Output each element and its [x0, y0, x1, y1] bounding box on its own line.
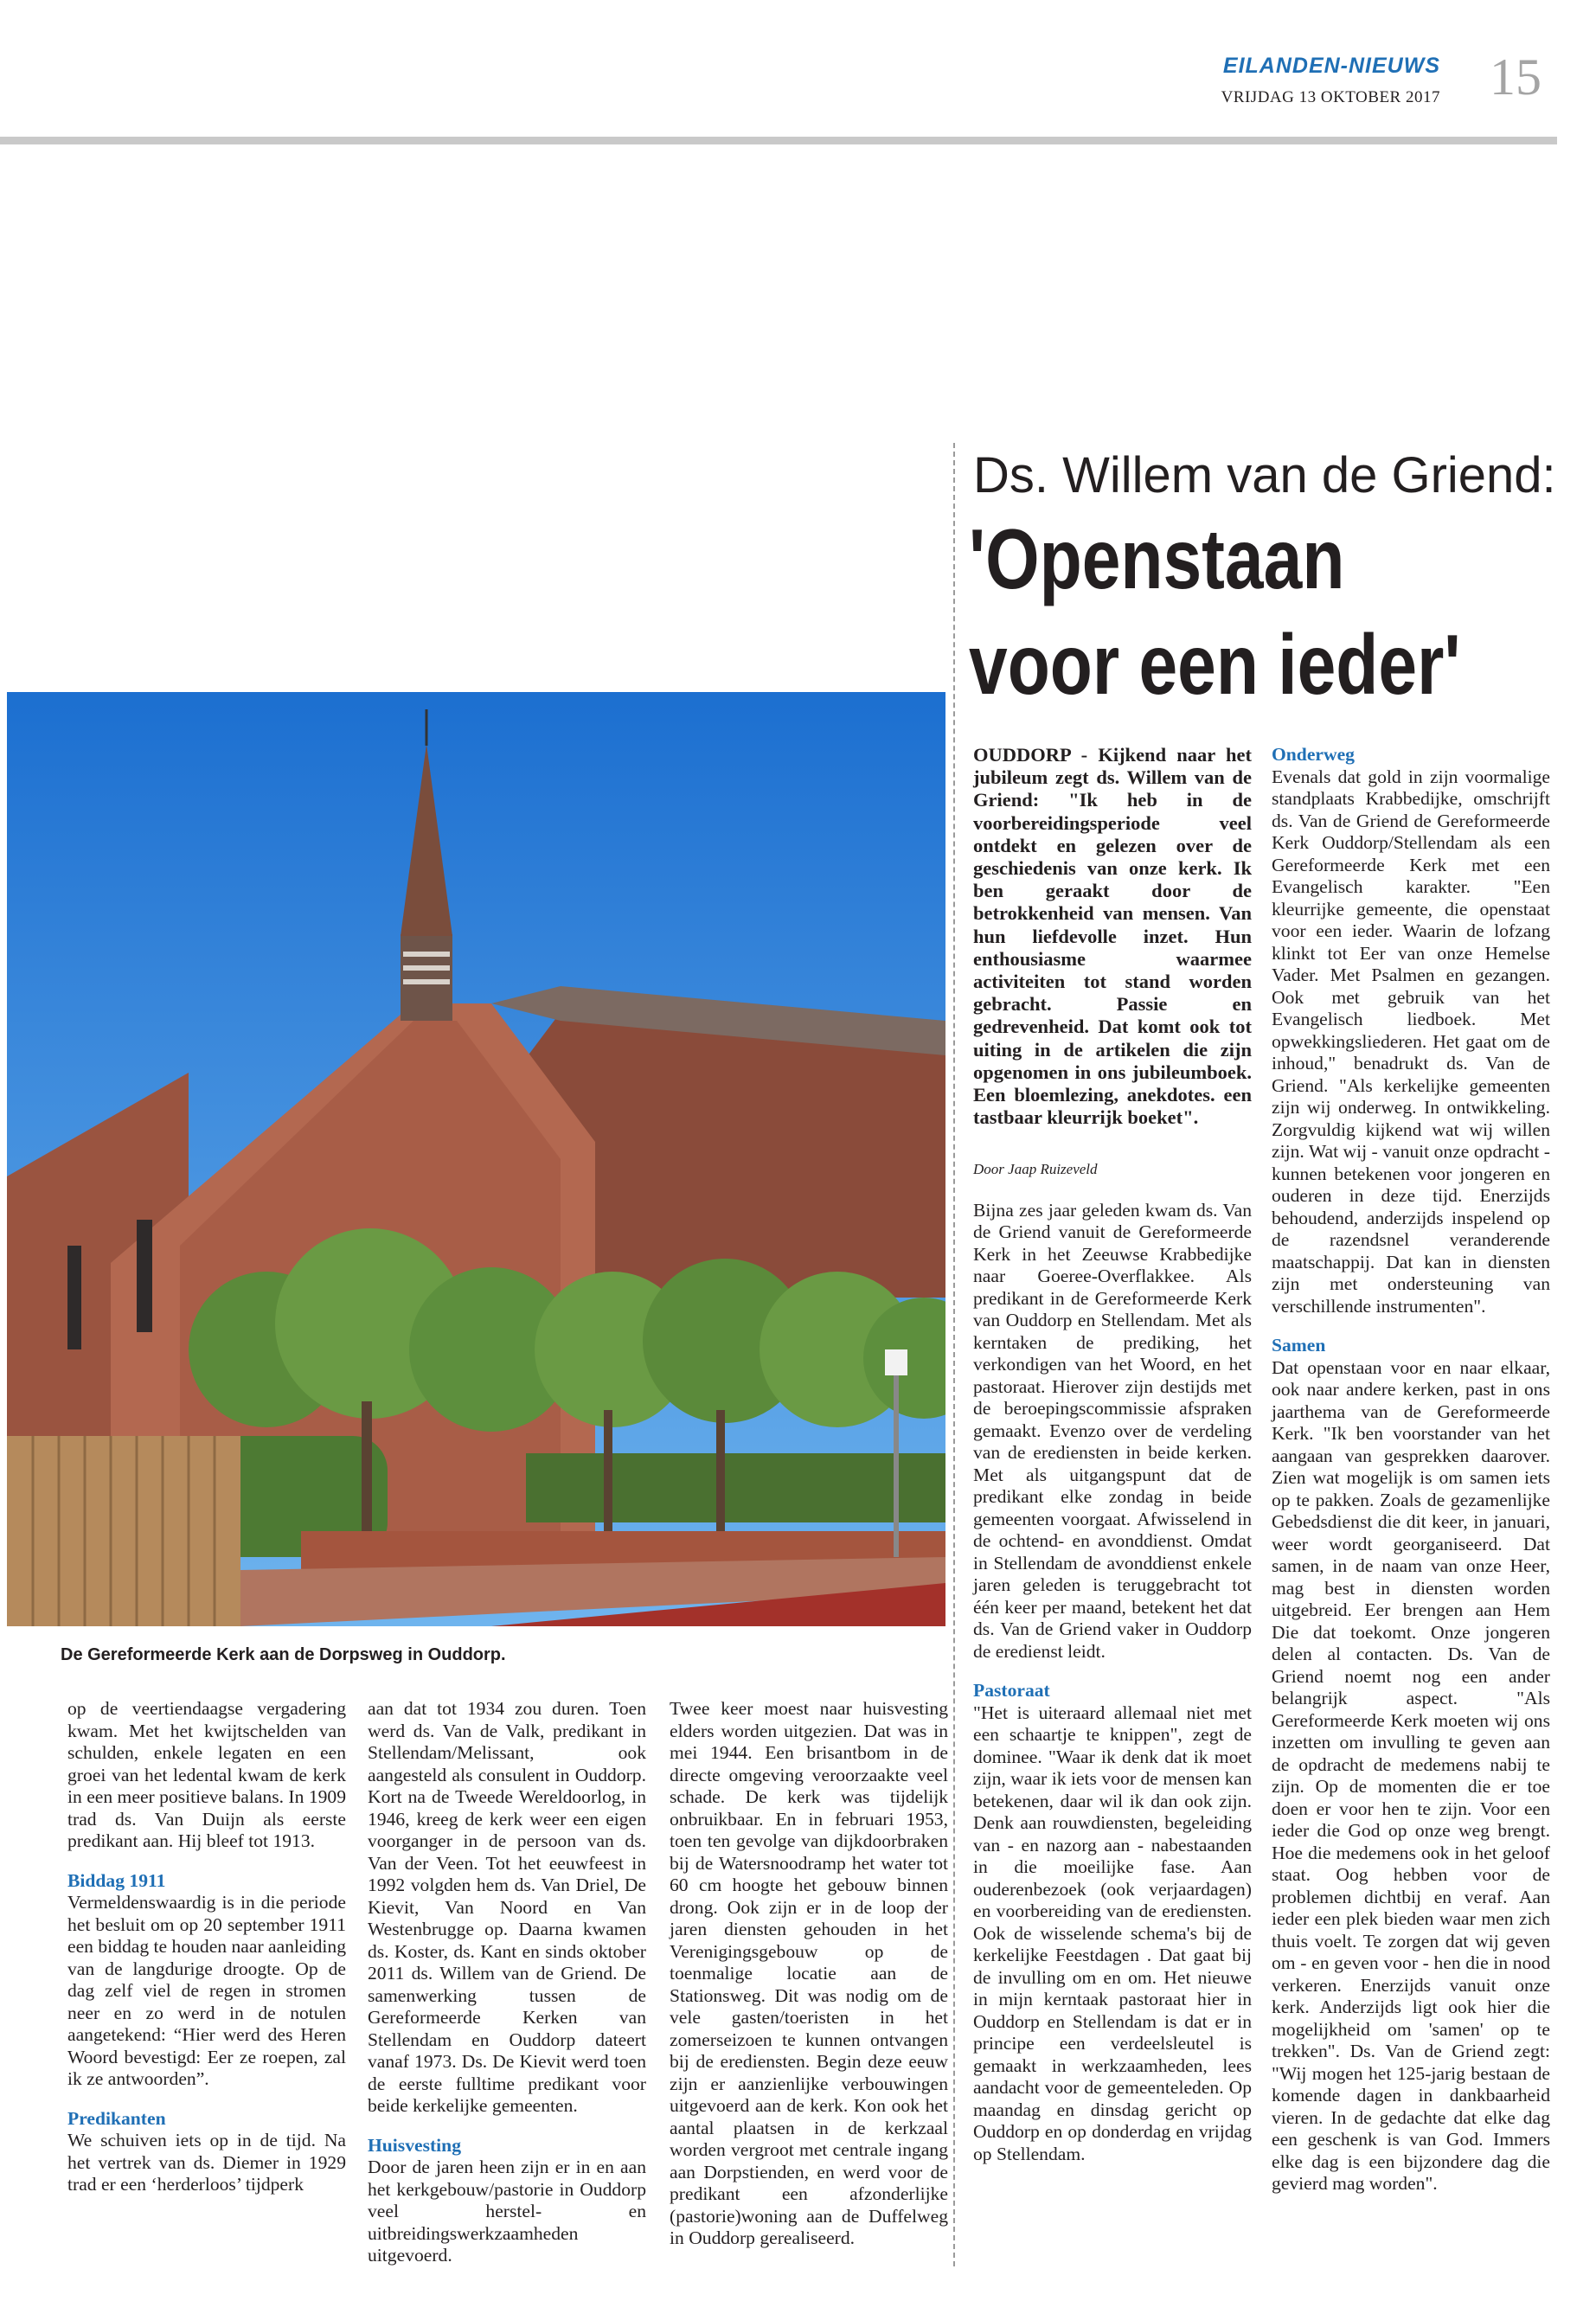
paragraph: Vermeldenswaardig is in die periode het besluit om op 20 september 1911 een biddag te houden naar aanleiding van de langdurige droogte. Op de dag zelf viel de regen in stromen neer en zo werd in de notulen aangetekend: “Hier werd des Heren Woord bevestigd: Eer ze roepen, zal ik ze antwoorden”.	[67, 1892, 346, 2089]
headline-line-1: 'Openstaan	[969, 511, 1345, 606]
paragraph: Dat openstaan voor en naar elkaar, ook naar andere kerken, past in ons jaarthema van de Gereformeerde Kerk. "Ik ben voorstander van het aangaan van gesprekken daarover. Zien wat mogelijk is om samen iets op te pakken. Zoals de gezamenlijke Gebedsdienst die dit keer, in januari, weer wordt georganiseerd. Dat samen, in de naam van onze Heer, mag best in diensten worden uitgebreid. Eer brengen aan Hem Die dat toekomt. Onze jongeren delen al contacten. Ds. Van de Griend noemt nog een ander belangrijk aspect. "Als Gereformeerde Kerk moeten wij ons inzetten om invulling te geven aan de opdracht de medemens nabij te zijn. Op de momenten die er toe doen er voor hen te zijn. Voor een ieder die God op onze weg brengt. Hoe die medemens ook in het geloof staat. Oog hebben voor de problemen dichtbij en veraf. Aan ieder een plek bieden waar men zich thuis voelt. Te zorgen dat wij geven om - en geven voor - hen die in nood verkeren. Enerzijds vanuit onze kerk. Anderzijds ligt ook hier die mogelijkheid om 'samen' op te trekken". Ds. Van de Griend zegt: "Wij mogen het 125-jarig bestaan de komende dagen in dankbaarheid vieren. In de gedachte dat elke dag een geschenk is van God. Immers elke dag is een bijzondere dag die gevierd mag worden".	[1272, 1356, 1550, 2194]
church-photo	[7, 692, 945, 1626]
paragraph: "Het is uiteraard allemaal niet met een schaartje te knippen", zegt de dominee. "Waar ik denk dat ik moet zijn, waar ik iets voor de mensen kan betekenen, daar wil ik dan ook zijn. Denk aan rouwdiensten, begeleiding van - en nazorg aan - nabestaanden in die moeilijke fase. Aan ouderenbezoek (ook verjaardagen) en voorbereiding van de erediensten. Ook de wisselende schema's bij de kerkelijke Feestdagen . Dat gaat bij de invulling om en om. Het nieuwe in mijn kerntaak pastoraat hier in Ouddorp en Stellendam is dat er in principe een verdeelsleutel is gemaakt in werkzaamheden, lees aandacht voor de gemeenteleden. Op maandag en dinsdag gericht op Ouddorp en op donderdag en vrijdag op Stellendam.	[973, 1702, 1252, 2164]
paper-name: EILANDEN-NIEUWS	[1222, 54, 1440, 78]
article-kicker: Ds. Willem van de Griend:	[973, 447, 1556, 503]
church-illustration	[7, 692, 945, 1626]
subheading-pastoraat: Pastoraat	[973, 1680, 1050, 1702]
paragraph: Evenals dat gold in zijn voormalige standplaats Krabbedijke, omschrijft ds. Van de Griend de Gereformeerde Kerk Ouddorp/Stellendam als een Gereformeerde Kerk met een Evangelisch karakter. "Een kleurrijke gemeente, die openstaat voor een ieder. Waarin de lofzang klinkt tot Eer van onze Hemelse Vader. Met Psalmen en gezangen. Ook met gebruik van het Evangelisch liedboek. Met opwekkingsliederen. Het gaat om de inhoud," benadrukt ds. Van de Griend. "Als kerkelijke gemeenten zijn wij onderweg. In ontwikkeling. Zorgvuldig kijkend wat wij willen zijn. Wat wij - vanuit onze opdracht - kunnen betekenen voor jongeren en ouderen in deze tijd. Enerzijds behoudend, anderzijds inspelend op de razendsnel veranderende maatschappij. Dat kan in diensten zijn met ondersteuning van verschillende instrumenten".	[1272, 766, 1550, 1317]
text-column-1	[67, 1698, 346, 2196]
paragraph: Twee keer moest naar huisvesting elders worden uitgezien. Dat was in mei 1944. Een brisantbom in de directe omgeving veroorzaakte veel schade. De kerk was tijdelijk onbruikbaar. En in februari 1953, toen ten gevolge van dijkdoorbraken bij de Watersnoodramp het water tot 60 cm hoogte het gebouw binnen drong. Ook zijn er in de loop der jaren diensten gehouden in het Verenigingsgebouw op de toenmalige locatie aan de Stationsweg. Dit was nodig om de vele gasten/toeristen in het zomerseizoen te kunnen ontvangen bij de erediensten. Begin deze eeuw zijn er aanzienlijke verbouwingen uitgevoerd aan de kerk. Kon ook het aantal plaatsen in de kerkzaal worden vergroot met centrale ingang aan Dorpstienden, en werd voor de predikant een afzonderlijke (pastorie)woning aan de Duffelweg in Ouddorp gerealiseerd.	[670, 1698, 948, 2248]
paragraph: Bijna zes jaar geleden kwam ds. Van de Griend vanuit de Gereformeerde Kerk in het Zeeuwse Krabbedijke naar Goeree-Overflakkee. Als predikant in de Gereformeerde Kerk van Ouddorp en Stellendam. Met als kerntaken de prediking, het verkondigen van het Woord, en het pastoraat. Hierover zijn destijds met de beroepingscommissie afspraken gemaakt. Evenzo over de verdeling van de erediensten in beide kerken. Met als uitgangspunt dat de predikant elke zondag in beide gemeenten voorgaat. Afwisselend in de ochtend- en avonddienst. Omdat in Stellendam de avonddienst enkele jaren geleden is teruggebracht tot één keer per maand, betekent het dat ds. Van de Griend vaker in Ouddorp de eredienst leidt.	[973, 1199, 1252, 1662]
paragraph: We schuiven iets op in de tijd. Na het vertrek van ds. Diemer in 1929 trad er een ‘herderloos’ tijdperk	[67, 2130, 346, 2195]
byline: Door Jaap Ruizeveld	[973, 1161, 1098, 1178]
issue-date: VRIJDAG 13 OKTOBER 2017	[1221, 88, 1440, 106]
header-rule	[0, 137, 1557, 144]
page-number: 15	[1490, 48, 1542, 106]
subheading-onderweg: Onderweg	[1272, 744, 1355, 765]
headline-line-2: voor een ieder'	[969, 617, 1461, 712]
column-separator	[953, 443, 955, 2266]
subheading-predikanten: Predikanten	[67, 2107, 166, 2129]
text-column-3	[670, 1698, 948, 2250]
paragraph: aan dat tot 1934 zou duren. Toen werd ds. Van de Valk, predikant in Stellendam/Melissant, ook aangesteld als consulent in Ouddorp. Kort na de Tweede Wereldoorlog, in 1946, kreeg de kerk weer een eigen voorganger in de persoon van ds. Van der Veen. Tot het eeuwfeest in 1992 volgden hem ds. Van Driel, De Kievit, Van Noord en Van Westenbrugge op. Daarna kwamen ds. Koster, ds. Kant en sinds oktober 2011 ds. Willem van de Griend. De samenwerking tussen de Gereformeerde Kerken van Stellendam en Ouddorp dateert vanaf 1973. Ds. De Kievit werd toen de eerste fulltime predikant voor beide kerkelijke gemeenten.	[368, 1698, 646, 2116]
text-column-4	[973, 744, 1252, 2165]
subheading-biddag: Biddag 1911	[67, 1869, 166, 1891]
paragraph: op de veertiendaagse vergadering kwam. Met het kwijtschelden van schulden, enkele legaten en een groei van het ledental kwam de kerk in een meer positieve balans. In 1909 trad ds. Van Duijn als eerste predikant aan. Hij bleef tot 1913.	[67, 1698, 347, 1851]
paragraph: Door de jaren heen zijn er in en aan het kerkgebouw/pastorie in Ouddorp veel herstel- en uitbreidingswerkzaamheden uitgevoerd.	[368, 2157, 646, 2266]
photo-caption: De Gereformeerde Kerk aan de Dorpsweg in Ouddorp.	[61, 1645, 506, 1664]
article-intro: OUDDORP - Kijkend naar het jubileum zegt ds. Willem van de Griend: "Ik heb in de voorbereidingsperiode veel ontdekt en gelezen over de geschiedenis van onze kerk. Ik ben geraakt door de betrokkenheid van mensen. Van hun liefdevolle inzet. Hun enthousiasme waarmee activiteiten tot stand worden gebracht. Passie en gedrevenheid. Dat komt ook tot uiting in de artikelen die zijn opgenomen in ons jubileumboek. Een bloemlezing, anekdotes. een tastbaar kleurrijk boeket".	[973, 744, 1252, 1129]
subheading-samen: Samen	[1272, 1335, 1326, 1356]
text-column-5	[1272, 744, 1550, 2195]
subheading-huisvesting: Huisvesting	[368, 2134, 461, 2156]
text-column-2	[368, 1698, 646, 2267]
article-headline	[969, 506, 1460, 717]
